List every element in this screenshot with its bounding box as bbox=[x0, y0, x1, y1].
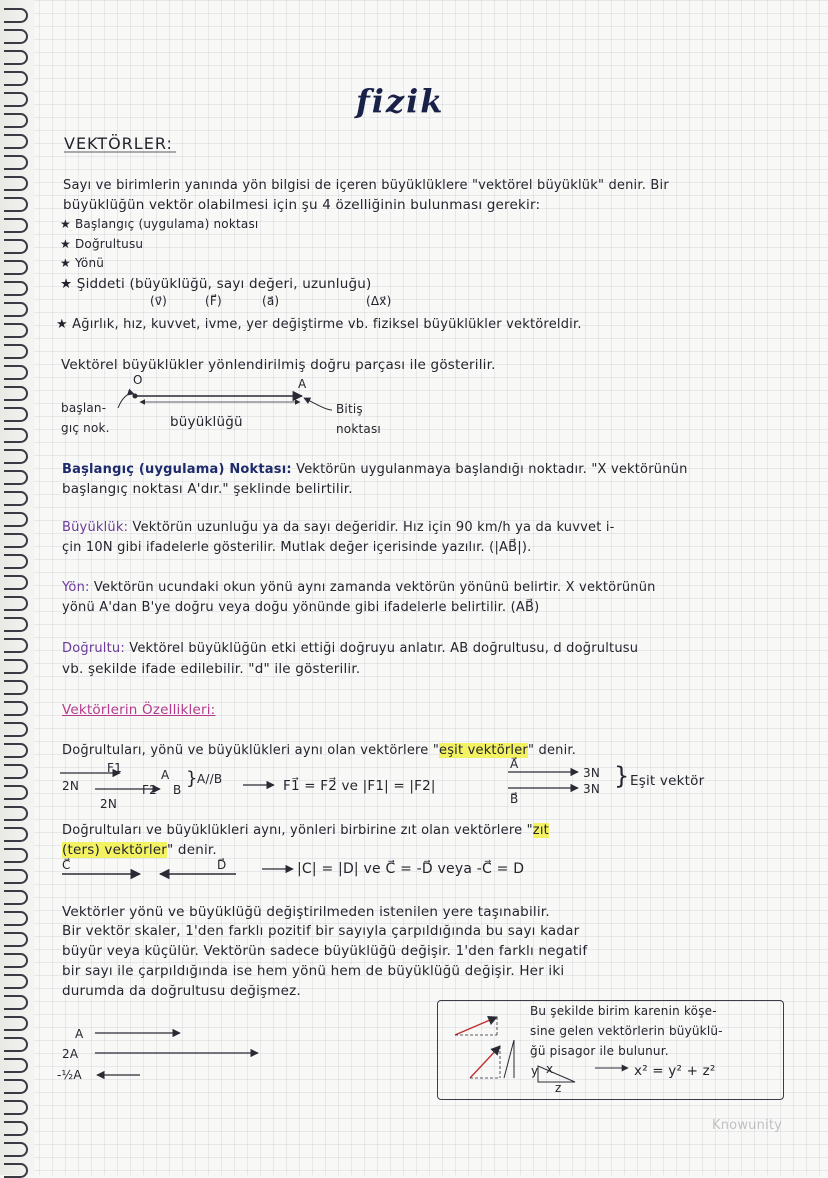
vec-a-label: A⃗ bbox=[510, 757, 519, 771]
equal-end: " denir. bbox=[527, 743, 577, 758]
spiral-ring bbox=[4, 197, 28, 212]
directed-segment bbox=[118, 394, 332, 411]
brace: } bbox=[186, 768, 198, 789]
spiral-ring bbox=[4, 575, 28, 590]
vec-b-label: B⃗ bbox=[510, 792, 519, 806]
spiral-ring bbox=[4, 491, 28, 506]
spiral-ring bbox=[4, 134, 28, 149]
def-size-term: Büyüklük: bbox=[62, 520, 129, 535]
def-start-text-1: Vektörün uygulanmaya başlandığı noktadır. "X vektörünün bbox=[291, 462, 688, 477]
box-line-2: sine gelen vektörlerin büyüklü- bbox=[530, 1024, 723, 1038]
def-start-term: Başlangıç (uygulama) Noktası: bbox=[62, 462, 292, 477]
intro-line-1: Sayı ve birimlerin yanında yön bilgisi de içeren büyüklüklere "vektörel büyüklük" denir. Bir bbox=[63, 178, 669, 193]
spiral-ring bbox=[4, 554, 28, 569]
spiral-ring bbox=[4, 911, 28, 926]
end-label-1: Bitiş bbox=[336, 402, 363, 416]
intro-line-2: büyüklüğün vektör olabilmesi için şu 4 özelliğinin bulunması gerekir: bbox=[63, 197, 541, 213]
spiral-ring bbox=[4, 1037, 28, 1052]
def-direction-term: Yön: bbox=[62, 580, 90, 595]
a-label: A bbox=[161, 768, 170, 782]
spiral-ring bbox=[4, 533, 28, 548]
spiral-ring bbox=[4, 260, 28, 275]
spiral-ring bbox=[4, 848, 28, 863]
section-heading: VEKTÖRLER: bbox=[64, 134, 173, 153]
list-item-line: ★ Doğrultusu bbox=[60, 237, 144, 251]
spiral-ring bbox=[4, 239, 28, 254]
spiral-ring bbox=[4, 8, 28, 23]
move-line-3: büyür veya küçülür. Vektörün sadece büyüklüğü değişir. 1'den farklı negatif bbox=[62, 943, 588, 959]
box-x-label: x bbox=[546, 1062, 554, 1076]
spiral-ring bbox=[4, 1079, 28, 1094]
def-line-term: Doğrultu: bbox=[62, 641, 125, 656]
spiral-ring bbox=[4, 785, 28, 800]
opposite-text-1: Doğrultuları ve büyüklükleri aynı, yönleri birbirine zıt olan vektörlere " bbox=[62, 823, 533, 838]
properties-heading: Vektörlerin Özellikleri: bbox=[62, 702, 216, 718]
equal-formula: F1⃗ = F2⃗ ve |F1| = |F2| bbox=[283, 778, 436, 794]
spiral-ring bbox=[4, 386, 28, 401]
spiral-ring bbox=[4, 512, 28, 527]
spiral-ring bbox=[4, 1100, 28, 1115]
scale-2a-label: 2A bbox=[62, 1047, 79, 1061]
move-line-5: durumda da doğrultusu değişmez. bbox=[62, 983, 301, 999]
spiral-ring bbox=[4, 365, 28, 380]
spiral-ring bbox=[4, 617, 28, 632]
spiral-ring bbox=[4, 50, 28, 65]
symbol-force: (F⃗) bbox=[205, 294, 222, 308]
spiral-ring bbox=[4, 155, 28, 170]
spiral-ring bbox=[4, 176, 28, 191]
spiral-ring bbox=[4, 764, 28, 779]
start-label-2: gıç nok. bbox=[61, 421, 110, 435]
def-line-text-1: Vektörel büyüklüğün etki ettiği doğruyu anlatır. AB doğrultusu, d doğrultusu bbox=[124, 641, 639, 656]
n3-top-label: 3N bbox=[583, 766, 601, 780]
pythagoras-formula: x² = y² + z² bbox=[634, 1063, 716, 1079]
n3-bottom-label: 3N bbox=[583, 782, 601, 796]
spiral-ring bbox=[4, 1016, 28, 1031]
spiral-ring bbox=[4, 932, 28, 947]
spiral-ring bbox=[4, 596, 28, 611]
box-line-1: Bu şekilde birim karenin köşe- bbox=[530, 1004, 717, 1018]
spiral-ring bbox=[4, 113, 28, 128]
n2-top-label: 2N bbox=[62, 779, 80, 793]
spiral-ring bbox=[4, 344, 28, 359]
spiral-ring bbox=[4, 71, 28, 86]
spiral-ring bbox=[4, 1142, 28, 1157]
spiral-ring bbox=[4, 974, 28, 989]
brace-right: } bbox=[614, 762, 630, 790]
start-label-1: başlan- bbox=[61, 401, 107, 415]
spiral-ring bbox=[4, 743, 28, 758]
symbol-velocity: (v⃗) bbox=[150, 294, 168, 308]
spiral-ring bbox=[4, 29, 28, 44]
spiral-ring bbox=[4, 680, 28, 695]
symbol-acceleration: (a⃗) bbox=[262, 294, 280, 308]
move-line-4: bir sayı ile çarpıldığında ise hem yönü hem de büyüklüğü değişir. Her iki bbox=[62, 963, 565, 979]
scale-half-label: -½A bbox=[57, 1068, 82, 1082]
end-label-2: noktası bbox=[336, 422, 381, 436]
spiral-ring bbox=[4, 1058, 28, 1073]
spiral-ring bbox=[4, 638, 28, 653]
move-line-2: Bir vektör skaler, 1'den farklı pozitif bir sayıyla çarpıldığında bu sayı kadar bbox=[62, 923, 580, 939]
equal-text: Doğrultuları, yönü ve büyüklükleri aynı olan vektörlere " bbox=[62, 743, 439, 758]
def-start-text-2: başlangıç noktası A'dır." şeklinde belirtilir. bbox=[62, 481, 353, 497]
size-label: büyüklüğü bbox=[170, 414, 243, 430]
list-item-direction: ★ Yönü bbox=[60, 256, 105, 270]
segment-text: Vektörel büyüklükler yönlendirilmiş doğru parçası ile gösterilir. bbox=[61, 357, 496, 373]
spiral-ring bbox=[4, 428, 28, 443]
spiral-ring bbox=[4, 659, 28, 674]
spiral-ring bbox=[4, 806, 28, 821]
opposite-end: " denir. bbox=[167, 842, 217, 858]
vector-quantities-note: ★ Ağırlık, hız, kuvvet, ivme, yer değiştirme vb. fiziksel büyüklükler vektöreldir. bbox=[56, 317, 582, 332]
def-direction-text-2: yönü A'dan B'ye doğru veya doğu yönünde gibi ifadelerle belirtilir. (AB⃗) bbox=[62, 600, 540, 615]
box-z-label: z bbox=[555, 1081, 562, 1095]
spiral-ring bbox=[4, 1163, 28, 1178]
spiral-ring bbox=[4, 302, 28, 317]
list-item-start: ★ Başlangıç (uygulama) noktası bbox=[60, 217, 259, 231]
def-size-text-1: Vektörün uzunluğu ya da sayı değeridir. Hız için 90 km/h ya da kuvvet i- bbox=[128, 520, 615, 535]
spiral-ring bbox=[4, 218, 28, 233]
watermark: Knowunity bbox=[712, 1118, 783, 1133]
opposite-hl-1: zıt bbox=[532, 823, 549, 838]
n2-bottom-label: 2N bbox=[100, 797, 118, 811]
spiral-ring bbox=[4, 1121, 28, 1136]
opposite-hl-2: (ters) vektörler bbox=[62, 842, 168, 858]
spiral-ring bbox=[4, 407, 28, 422]
equal-highlight: eşit vektörler bbox=[439, 743, 528, 758]
b-label: B bbox=[173, 783, 182, 797]
opposite-vectors-diagram bbox=[62, 869, 293, 874]
def-line-text-2: vb. şekilde ifade edilebilir. "d" ile gösterilir. bbox=[62, 661, 361, 677]
spiral-ring bbox=[4, 890, 28, 905]
box-y-label: y bbox=[531, 1064, 539, 1078]
spiral-ring bbox=[4, 281, 28, 296]
spiral-ring bbox=[4, 470, 28, 485]
symbol-displacement: (Δx⃗) bbox=[366, 294, 392, 308]
spiral-ring bbox=[4, 323, 28, 338]
spiral-ring bbox=[4, 722, 28, 737]
spiral-ring bbox=[4, 92, 28, 107]
spiral-ring bbox=[4, 869, 28, 884]
opposite-formula: |C| = |D| ve C⃗ = -D⃗ veya -C⃗ = D bbox=[297, 861, 525, 877]
vec-d-label: D⃗ bbox=[217, 858, 227, 872]
spiral-ring bbox=[4, 701, 28, 716]
scale-a-label: A bbox=[75, 1027, 84, 1041]
vec-c-label: C⃗ bbox=[62, 858, 71, 872]
equal-vectors-diagram bbox=[60, 772, 578, 789]
spiral-ring bbox=[4, 827, 28, 842]
list-item-magnitude: ★ Şiddeti (büyüklüğü, sayı değeri, uzunluğu) bbox=[60, 276, 372, 292]
point-a-label: A bbox=[298, 377, 307, 391]
scaling-vectors-diagram bbox=[95, 1033, 258, 1075]
parallel-label: A//B bbox=[197, 772, 223, 786]
spiral-ring bbox=[4, 449, 28, 464]
box-line-3: ğü pisagor ile bulunur. bbox=[530, 1044, 669, 1058]
def-direction-text-1: Vektörün ucundaki okun yönü aynı zamanda vektörün yönünü belirtir. X vektörünün bbox=[89, 580, 656, 595]
point-o-label: O bbox=[133, 373, 143, 387]
def-size-text-2: çin 10N gibi ifadelerle gösterilir. Mutlak değer içerisinde yazılır. (|AB⃗|). bbox=[62, 540, 532, 555]
page-title: fizik bbox=[356, 82, 445, 120]
f2-label: F2 bbox=[142, 783, 157, 797]
spiral-ring bbox=[4, 995, 28, 1010]
pythagoras-sketch bbox=[455, 1017, 628, 1082]
equal-vector-label: Eşit vektör bbox=[630, 773, 705, 789]
move-line-1: Vektörler yönü ve büyüklüğü değiştirilmeden istenilen yere taşınabilir. bbox=[62, 904, 550, 920]
spiral-ring bbox=[4, 953, 28, 968]
f1-label: F1 bbox=[107, 761, 122, 775]
